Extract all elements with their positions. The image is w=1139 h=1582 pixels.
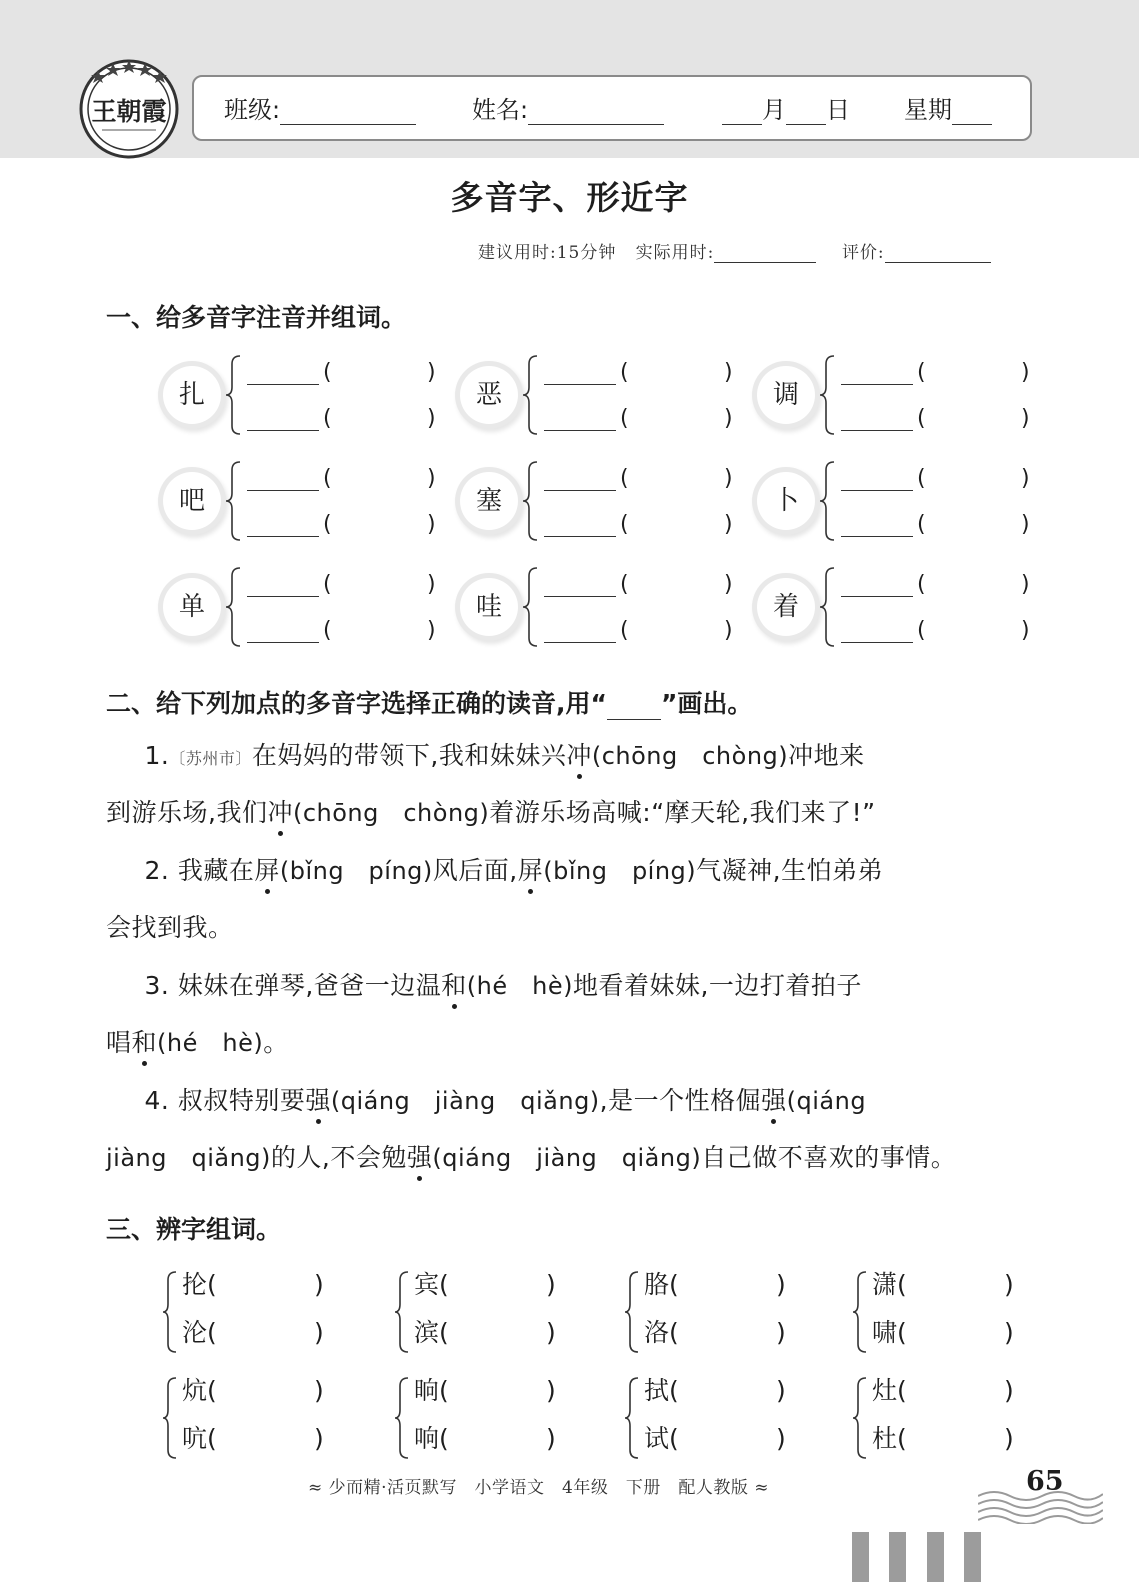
weekday-field[interactable]: 星期: [904, 95, 992, 125]
word-entry[interactable]: 炕(: [182, 1376, 217, 1405]
polyphone-group: 塞 ( ) ( ): [460, 460, 740, 546]
polyphone-group: 单 ( ) ( ): [163, 566, 443, 652]
curly-brace-icon: [225, 460, 243, 542]
name-field[interactable]: 姓名:: [472, 95, 664, 125]
word-entry[interactable]: 试(: [644, 1424, 679, 1453]
pinyin-blank[interactable]: [247, 642, 319, 643]
similar-char-pair: 炕( ) 吭( ): [162, 1376, 342, 1466]
pinyin-blank[interactable]: [544, 430, 616, 431]
word-entry[interactable]: 沦(: [182, 1318, 217, 1347]
curly-brace-icon: [522, 460, 540, 542]
pinyin-choice[interactable]: jiàng qiǎng): [106, 1144, 271, 1172]
curly-brace-icon: [819, 460, 837, 542]
pinyin-blank[interactable]: [544, 642, 616, 643]
polyphone-group: 卜 ( ) ( ): [757, 460, 1037, 546]
curly-brace-icon: [819, 566, 837, 648]
polyphone-group: 哇 ( ) ( ): [460, 566, 740, 652]
pinyin-choice[interactable]: (qiáng: [786, 1087, 867, 1115]
word-entry[interactable]: 洛(: [644, 1318, 679, 1347]
question-4-line-1: 4. 叔叔特别要强(qiáng jiàng qiǎng),是一个性格倔强(qiáng: [144, 1086, 867, 1115]
curly-brace-icon: [624, 1270, 640, 1354]
pinyin-blank[interactable]: [841, 490, 913, 491]
word-entry[interactable]: 胳(: [644, 1270, 679, 1299]
publisher-logo: [78, 58, 180, 160]
similar-char-pair: 抡( ) 沦( ): [162, 1270, 342, 1360]
curly-brace-icon: [394, 1376, 410, 1460]
pinyin-choice[interactable]: (bǐng píng): [279, 857, 433, 885]
similar-char-pair: 晌( ) 响( ): [394, 1376, 574, 1466]
polyphone-char: 单: [163, 578, 221, 636]
pinyin-blank[interactable]: [544, 536, 616, 537]
question-2-line-2: 会找到我。: [106, 913, 234, 942]
pinyin-blank[interactable]: [544, 596, 616, 597]
curly-brace-icon: [162, 1376, 178, 1460]
word-entry[interactable]: 晌(: [414, 1376, 449, 1405]
dotted-char: 强: [305, 1086, 331, 1115]
word-entry[interactable]: 拭(: [644, 1376, 679, 1405]
page-tab-3: [927, 1532, 944, 1582]
question-1-line-2: 到游乐场,我们冲(chōng chòng)着游乐场高喊:“摩天轮,我们来了!”: [106, 798, 876, 827]
page-tab-2: [889, 1532, 906, 1582]
page-number: 65: [1026, 1466, 1064, 1497]
pinyin-blank[interactable]: [841, 430, 913, 431]
similar-char-pair: 潇( ) 啸( ): [852, 1270, 1032, 1360]
section3-heading: 三、辨字组词。: [106, 1215, 282, 1244]
dotted-char: 屏: [254, 856, 280, 885]
question-2-line-1: 2. 我藏在屏(bǐng píng)风后面,屏(bǐng píng)气凝神,生怕弟弟: [144, 856, 884, 885]
polyphone-group: 吧 ( ) ( ): [163, 460, 443, 546]
polyphone-char: 调: [757, 366, 815, 424]
curly-brace-icon: [225, 566, 243, 648]
dotted-char: 冲: [267, 798, 293, 827]
polyphone-char: 哇: [460, 578, 518, 636]
curly-brace-icon: [522, 566, 540, 648]
pinyin-blank[interactable]: [247, 384, 319, 385]
student-info-box: [192, 75, 1032, 141]
footer-text: ≈ 少而精·活页默写 小学语文 4年级 下册 配人教版 ≈: [308, 1478, 770, 1498]
question-1-line-1: 1.〔苏州市〕在妈妈的带领下,我和妹妹兴冲(chōng chòng)冲地来: [144, 741, 865, 770]
pinyin-choice[interactable]: (qiáng jiàng qiǎng): [432, 1144, 702, 1172]
word-entry[interactable]: 杜(: [872, 1424, 907, 1453]
similar-char-pair: 胳( ) 洛( ): [624, 1270, 804, 1360]
pinyin-choice[interactable]: (chōng chòng): [591, 742, 789, 770]
section2-heading: 二、给下列加点的多音字选择正确的读音,用“ ”画出。: [106, 689, 753, 718]
pinyin-blank[interactable]: [247, 596, 319, 597]
curly-brace-icon: [852, 1376, 868, 1460]
pinyin-blank[interactable]: [841, 384, 913, 385]
curly-brace-icon: [394, 1270, 410, 1354]
curly-brace-icon: [819, 354, 837, 436]
pinyin-blank[interactable]: [544, 490, 616, 491]
svg-text:王朝霞: 王朝霞: [91, 97, 167, 126]
page-tab-1: [852, 1532, 869, 1582]
pinyin-choice[interactable]: (hé hè): [157, 1029, 264, 1057]
pinyin-blank[interactable]: [247, 430, 319, 431]
curly-brace-icon: [624, 1376, 640, 1460]
word-entry[interactable]: 宾(: [414, 1270, 449, 1299]
page-title: 多音字、形近字: [450, 178, 689, 217]
timing-line: 建议用时:15分钟 实际用时: 评价:: [478, 238, 991, 263]
dotted-char: 和: [441, 971, 467, 1000]
dotted-char: 冲: [566, 741, 592, 770]
dotted-char: 和: [131, 1028, 158, 1057]
polyphone-group: 着 ( ) ( ): [757, 566, 1037, 652]
polyphone-char: 恶: [460, 366, 518, 424]
word-entry[interactable]: 啸(: [872, 1318, 907, 1347]
word-entry[interactable]: 响(: [414, 1424, 449, 1453]
question-3-line-1: 3. 妹妹在弹琴,爸爸一边温和(hé hè)地看着妹妹,一边打着拍子: [144, 971, 862, 1000]
pinyin-blank[interactable]: [247, 536, 319, 537]
polyphone-char: 塞: [460, 472, 518, 530]
question-4-line-2: jiàng qiǎng)的人,不会勉强(qiáng jiàng qiǎng)自己做不喜欢的事情。: [106, 1143, 957, 1172]
polyphone-char: 着: [757, 578, 815, 636]
pinyin-blank[interactable]: [841, 536, 913, 537]
curly-brace-icon: [522, 354, 540, 436]
dotted-char: 强: [406, 1143, 433, 1172]
similar-char-pair: 灶( ) 杜( ): [852, 1376, 1032, 1466]
word-entry[interactable]: 灶(: [872, 1376, 907, 1405]
pinyin-blank[interactable]: [247, 490, 319, 491]
curly-brace-icon: [852, 1270, 868, 1354]
class-field[interactable]: 班级:: [224, 95, 416, 125]
dotted-char: 强: [761, 1086, 787, 1115]
polyphone-group: 恶 ( ) ( ): [460, 354, 740, 440]
pinyin-choice[interactable]: (chōng chòng): [292, 799, 490, 827]
similar-char-pair: 拭( ) 试( ): [624, 1376, 804, 1466]
polyphone-char: 卜: [757, 472, 815, 530]
section1-heading: 一、给多音字注音并组词。: [106, 303, 407, 332]
pinyin-choice[interactable]: (bǐng píng): [543, 857, 697, 885]
similar-char-pair: 宾( ) 滨( ): [394, 1270, 574, 1360]
pinyin-blank[interactable]: [841, 642, 913, 643]
polyphone-char: 扎: [163, 366, 221, 424]
word-entry[interactable]: 滨(: [414, 1318, 449, 1347]
word-entry[interactable]: 潇(: [872, 1270, 907, 1299]
word-entry[interactable]: 吭(: [182, 1424, 217, 1453]
pinyin-choice[interactable]: (hé hè): [466, 972, 573, 1000]
word-entry[interactable]: 抡(: [182, 1270, 217, 1299]
dotted-char: 屏: [517, 856, 544, 885]
polyphone-group: 扎 ( ) ( ): [163, 354, 443, 440]
pinyin-blank[interactable]: [544, 384, 616, 385]
curly-brace-icon: [225, 354, 243, 436]
date-field[interactable]: 月 日: [722, 95, 850, 125]
polyphone-char: 吧: [163, 472, 221, 530]
pinyin-choice[interactable]: (qiáng jiàng qiǎng): [330, 1087, 600, 1115]
page-tab-4: [964, 1532, 981, 1582]
pinyin-blank[interactable]: [841, 596, 913, 597]
polyphone-group: 调 ( ) ( ): [757, 354, 1037, 440]
question-3-line-2: 唱和(hé hè)。: [106, 1028, 289, 1057]
curly-brace-icon: [162, 1270, 178, 1354]
